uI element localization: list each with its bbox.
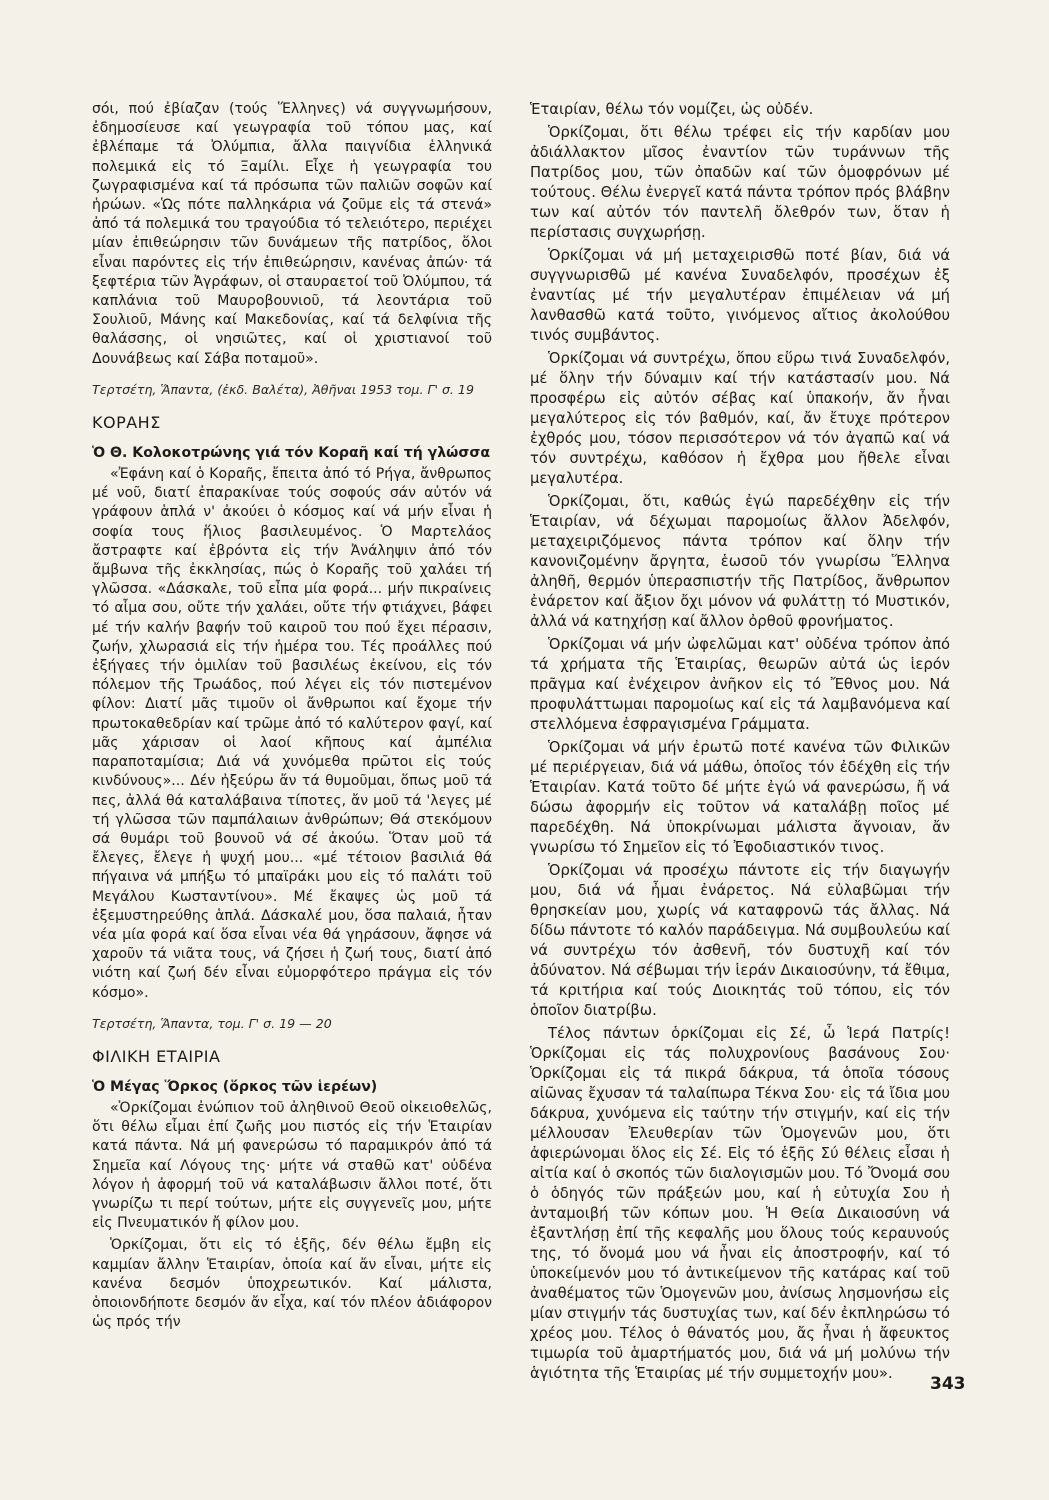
korais-paragraph: «Ἐφάνη καί ὁ Κοραῆς, ἔπειτα ἀπό τό Ρήγα, ἄνθρωπος μέ νοῦ, διατί ἐπαρακίναε τούς σοφούς σάν αὐτόν νά γράφουν ἁπλά ν' ἀκούει ὁ κόσμος καί νά μήν εἶναι ἡ σοφία τους ἥλιος βασιλευμένος. Ὁ Μαρτελάος ἄστραφτε καί ἐβρόντα εἰς τήν Ἀνάληψιν ἀπό τόν ἄμβωνα τῆς ἐκκλησίας, πώς ὁ Κοραῆς τοῦ χαλάει τή γλῶσσα. «Δάσκαλε, τοῦ εἶπα μία φορά... μήν πικραίνεις τό αἷμα σου, οὔτε τήν χαλάει, οὔτε τήν φτιάχνει, βάφει μέ τήν καλήν βαφήν τοῦ καιροῦ του πού ἔχει πέρασιν, ζωήν, χλωρασιά εἰς τήν ἡμέρα του. Τές προάλλες πού ἐξήγαες τήν ὁμιλίαν τοῦ βασιλέως ἐκείνου, εἰς τόν πόλεμον τῆς Τρωάδος, πού λέγει εἰς τόν πιστεμένον φίλον: Διατί μᾶς τιμοῦν οἱ ἄνθρωποι καί ἔχομε τήν πρωτοκαθεδρίαν καί τρῶμε ἀπό τό καλύτερον φαγί, καί μᾶς χάρισαν οἱ λαοί κῆπους καί ἀμπέλια παραποταμίσια; Διά νά χυνόμεθα πρῶτοι εἰς τούς κινδύνους»... Δέν ἠξεύρω ἄν τά θυμοῦμαι, ὅπως μοῦ τά πες, ἀλλά θά καταλάβαινα τίποτες, ἄν μοῦ τά 'λεγες μέ τή γλῶσσα τῶν παμπάλαιων ἀνθρώπων; Θά στεκόμουν σά θυμάρι τοῦ βουνοῦ νά σέ ἀκούω. Ὅταν μοῦ τά ἔλεγες, ἔλεγε ἡ ψυχή μου... «μέ τέτοιον βασιλιά θά πήγαινα νά μπήξω τό μπαϊράκι μου εἰς τό παλάτι τοῦ Μεγάλου Κωσταντίνου». Μέ ἔκαψες ὡς μοῦ τά ἐξεμυστηρεύθης ἁπλά. Δάσκαλέ μου, ὅσα παλαιά, ἦταν νέα μία φορά καί ὅσα εἶναι νέα θά γηράσουν, ἄφησε νά χαροῦν τά νιᾶτα τους, νά ζήσει ἡ ζωή τους, διατί ἀπό νιότη καί ζωή δέν εἶναι εὐμορφότερο πράγμα εἰς τόν κόσμο». <box>92 466 492 1001</box>
section-title-korais: ΚΟΡΑΗΣ <box>92 412 161 432</box>
oath-paragraph-10: Ὁρκίζομαι νά προσέχω πάντοτε εἰς τήν διαγωγήν μου, διά νά ἦμαι ἐνάρετος. Νά εὐλαβῶμαι τήν θρησκείαν μου, χωρίς νά καταφρονῶ τάς ἄλλας. Νά δίδω πάντοτε τό καλόν παράδειγμα. Νά συμβουλεύω καί νά συντρέχω τόν ἀσθενῆ, τόν δυστυχῆ καί τόν ἀδύνατον. Νά σέβωμαι τήν ἱεράν Δικαιοσύνην, τά ἔθιμα, τά κριτήρια καί τούς Διοικητάς τοῦ τόπου, εἰς τόν ὁποῖον διατρίβω. <box>530 862 950 1019</box>
oath-paragraph-final: Τέλος πάντων ὁρκίζομαι εἰς Σέ, ὦ Ἱερά Πατρίς! Ὁρκίζομαι εἰς τάς πολυχρονίους βασάνους Σου· Ὁρκίζομαι εἰς τά πικρά δάκρυα, τά ὁποῖα τόσους αἰῶνας ἔχυσαν τά ταλαίπωρα Τέκνα Σου· εἰς τά ἴδια μου δάκρυα, χυνόμενα εἰς ταύτην τήν στιγμήν, καί εἰς τήν μέλλουσαν Ἐλευθερίαν τῶν Ὁμογενῶν μου, ὅτι ἀφιερώνομαι ὅλος εἰς Σέ. Εἰς τό ἑξῆς Σύ θέλεις εἶσαι ἡ αἰτία καί ὁ σκοπός τῶν διαλογισμῶν μου. Τό Ὄνομά σου ὁ ὁδηγός τῶν πράξεών μου, καί ἡ εὐτυχία Σου ἡ ἀνταμοιβή τῶν κόπων μου. Ἡ Θεία Δικαιοσύνη νά ἐξαντλήσῃ ἐπί τῆς κεφαλῆς μου ὅλους τούς κεραυνούς της, τό ὄνομά μου νά ἦναι εἰς ἀποστροφήν, καί τό ὑποκείμενόν μου τό ἀντικείμενον τῆς κατάρας καί τοῦ ἀναθέματος τῶν Ὁμογενῶν μου, ἀνίσως λησμονήσω εἰς μίαν στιγμήν τάς δυστυχίας των, καί δέν ἐκπληρώσω τό χρέος μου. Τέλος ὁ θάνατός μου, ἄς ἦναι ἡ ἄφευκτος τιμωρία τοῦ ἁμαρτήματός μου, διά νά μή μολύνω τήν ἁγιότητα τῆς Ἑταιρίας μέ τήν συμμετοχήν μου». <box>530 1025 950 1382</box>
section-title-filiki-etairia: ΦΙΛΙΚΗ ΕΤΑΙΡΙΑ <box>92 1046 221 1066</box>
subheading-kolokotronis: Ὁ Θ. Κολοκοτρώνης γιά τόν Κοραῆ καί τή γλώσσα <box>92 444 491 461</box>
oath-paragraph-3: Ἑταιρίαν, θέλω τόν νομίζει, ὡς οὐδέν. <box>530 101 814 118</box>
citation-tertseti-1: Τερτσέτη, Ἅπαντα, (ἐκδ. Βαλέτα), Ἀθῆναι 1953 τομ. Γ' σ. 19 <box>92 381 474 397</box>
oath-paragraph-6: Ὁρκίζομαι νά συντρέχω, ὅπου εὕρω τινά Συναδελφόν, μέ ὅλην τήν δύναμιν καί τήν κατάστασίν μου. Νά προσφέρω εἰς αὐτόν σέβας καί ὑπακοήν, ἄν ἦναι μεγαλύτερος εἰς τόν βαθμόν, καί, ἄν ἔτυχε πρότερον ἐχθρός μου, τόσον περισσότερον νά τόν ἀγαπῶ καί νά τόν συντρέχω, καθόσον ἡ ἔχθρα μου ἤθελε εἶναι μεγαλυτέρα. <box>530 350 950 487</box>
right-column <box>530 100 950 1387</box>
oath-paragraph-9: Ὁρκίζομαι νά μήν ἐρωτῶ ποτέ κανένα τῶν Φιλικῶν μέ περιέργειαν, διά νά μάθω, ὁποῖος τόν ἐδέχθη εἰς τήν Ἑταιρίαν. Κατά τοῦτο δέ μήτε ἐγώ νά φανερώσω, ἤ νά δώσω ἀφορμήν εἰς τοῦτον νά καταλάβῃ ποῖος μέ παρεδέχθη. Νά ὑποκρίνωμαι μάλιστα ἄγνοιαν, ἄν γνωρίσω τό Σημεῖον εἰς τό Ἐφοδιαστικόν τινος. <box>530 739 950 856</box>
oath-paragraph-2: Ὁρκίζομαι, ὅτι εἰς τό ἑξῆς, δέν θέλω ἔμβη εἰς καμμίαν ἄλλην Ἑταιρίαν, ὁποία καί ἄν εἶναι, μήτε εἰς κανένα δεσμόν ὑποχρεωτικόν. Καί μάλιστα, ὁποιονδήποτε δεσμόν ἄν εἶχα, καί τόν πλέον ἀδιάφορον ὡς πρός τήν <box>92 1237 492 1331</box>
oath-paragraph-7: Ὁρκίζομαι, ὅτι, καθώς ἐγώ παρεδέχθην εἰς τήν Ἑταιρίαν, νά δέχωμαι παρομοίως ἄλλον Ἀδελφόν, μεταχειριζόμενος πάντα τρόπον καί ὅλην τήν κανονιζομένην ἄργητα, ἑωσοῦ τόν γνωρίσω Ἕλληνα ἀληθῆ, θερμόν ὑπερασπιστήν τῆς Πατρίδος, ἄνθρωπον ἐνάρετον καί ἄξιον ὄχι μόνον νά φυλάττῃ τό Μυστικόν, ἀλλά νά κατηχήσῃ καί ἄλλον ὀρθοῦ φρονήματος. <box>530 493 950 630</box>
left-column <box>92 100 492 1335</box>
page-number: 343 <box>930 1374 966 1394</box>
oath-paragraph-5: Ὁρκίζομαι νά μή μεταχειρισθῶ ποτέ βίαν, διά νά συγγνωρισθῶ μέ κανένα Συναδελφόν, προσέχων ἐξ ἐναντίας μέ τήν μεγαλυτέραν ἐπιμέλειαν νά μή λανθασθῶ κατά τοῦτο, γινόμενος αἴτιος ἀκολούθου τινός συμβάντος. <box>530 247 950 344</box>
oath-paragraph-1: «Ὁρκίζομαι ἐνώπιον τοῦ ἀληθινοῦ Θεοῦ οἰκειοθελῶς, ὅτι θέλω εἶμαι ἐπί ζωῆς μου πιστός εἰς τήν Ἑταιρίαν κατά πάντα. Νά μή φανερώσω τό παραμικρόν ἀπό τά Σημεῖα καί Λόγους της· μήτε νά σταθῶ κατ' οὐδένα λόγον ἡ ἀφορμή τοῦ νά καταλάβωσιν ἄλλοι ποτέ, ὅτι γνωρίζω τι περί τούτων, μήτε εἰς συγγενεῖς μου, μήτε εἰς Πνευματικόν ἤ φίλον μου. <box>92 1099 492 1232</box>
intro-paragraph: σόι, πού ἐβίαζαν (τούς Ἕλληνες) νά συγγνωμήσουν, ἐδημοσίευσε καί γεωγραφία τοῦ τόπου μας, καί ἐβλέπαμε τά Ὀλύμπια, ἄλλα παιγνίδια ἑλληνικά πολεμικά εἰς τό Ξαμίλι. Εἶχε ἡ γεωγραφία του ζωγραφισμένα καί τά πρόσωπα τῶν παλιῶν σοφῶν καί ἡρώων. «Ὡς πότε παλληκάρια νά ζοῦμε εἰς τά στενά» ἀπό τά πολεμικά του τραγούδια τό τελειότερο, περιέχει μίαν ἐπιθεώρησιν τῶν δυνάμεων τῆς πατρίδος, ὅλοι εἶναι παρόντες εἰς τήν ἐπιθεώρησιν, κανένας ἀπών· τά ξεφτέρια τῶν Ἀγράφων, οἱ σταυραετοί τοῦ Ὀλύμπου, τά καπλάνια τοῦ Μαυροβουνιοῦ, τά λεοντάρια τοῦ Σουλιοῦ, Μάνης καί Μακεδονίας, καί τά δελφίνια τῆς θαλάσσης, οἱ νησιῶτες, καί οἱ χριστιανοί τοῦ Δουνάβεως καί Σάβα ποταμοῦ». <box>92 101 492 367</box>
oath-paragraph-4: Ὁρκίζομαι, ὅτι θέλω τρέφει εἰς τήν καρδίαν μου ἀδιάλλακτον μῖσος ἐναντίον τῶν τυράννων τῆς Πατρίδος μου, τῶν ὀπαδῶν καί τῶν ὁμοφρόνων μέ τούτους. Θέλω ἐνεργεῖ κατά πάντα τρόπον πρός βλάβην των καί αὐτόν τόν παντελῆ ὄλεθρόν των, ὅταν ἡ περίστασις συγχωρήσῃ. <box>530 124 950 241</box>
citation-tertseti-2: Τερτσέτη, Ἅπαντα, τομ. Γ' σ. 19 — 20 <box>92 1015 332 1031</box>
subheading-great-oath: Ὁ Μέγας Ὅρκος (ὅρκος τῶν ἱερέων) <box>92 1078 378 1095</box>
oath-paragraph-8: Ὁρκίζομαι νά μήν ὠφελῶμαι κατ' οὐδένα τρόπον ἀπό τά χρήματα τῆς Ἑταιρίας, θεωρῶν αὐτά ὡς ἱερόν πρᾶγμα καί ἐνέχειρον ἀνῆκον εἰς τό Ἔθνος μου. Νά προφυλάττωμαι παρομοίως καί εἰς τά λαμβανόμενα καί στελλόμενα ἐσφραγισμένα Γράμματα. <box>530 636 950 733</box>
